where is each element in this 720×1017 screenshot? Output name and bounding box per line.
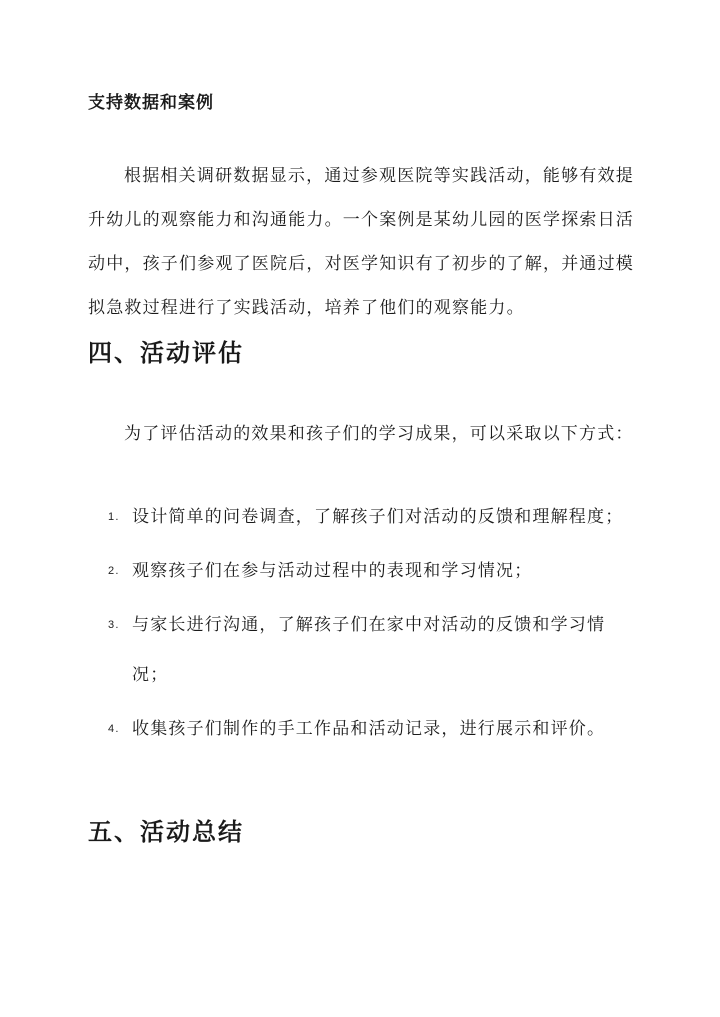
list-item-text: 收集孩子们制作的手工作品和活动记录，进行展示和评价。 (132, 719, 606, 739)
list-item-text: 观察孩子们在参与活动过程中的表现和学习情况； (132, 561, 533, 581)
support-data-subheading: 支持数据和案例 (88, 93, 214, 113)
list-item-number: 4. (108, 723, 120, 735)
list-item (88, 600, 634, 700)
list-item-number: 1. (108, 511, 120, 523)
list-item-number: 3. (108, 619, 120, 631)
list-item (88, 704, 634, 754)
list-item (88, 492, 634, 542)
list-item-text: 设计简单的问卷调查，了解孩子们对活动的反馈和理解程度； (132, 507, 624, 527)
list-item (88, 546, 634, 596)
list-item-number: 2. (108, 565, 120, 577)
evaluation-method-list (88, 492, 634, 754)
section-heading-summary: 五、活动总结 (88, 817, 244, 846)
list-item-text: 与家长进行沟通，了解孩子们在家中对活动的反馈和学习情况； (132, 615, 606, 685)
evaluation-intro-paragraph: 为了评估活动的效果和孩子们的学习成果，可以采取以下方式： (124, 424, 634, 444)
support-data-paragraph: 根据相关调研数据显示，通过参观医院等实践活动，能够有效提升幼儿的观察能力和沟通能力。一个案例是某幼儿园的医学探索日活动中，孩子们参观了医院后，对医学知识有了初步的了解，并通过模拟急救过程进行了实践活动，培养了他们的观察能力。 (88, 166, 634, 318)
section-heading-evaluation: 四、活动评估 (88, 338, 244, 367)
